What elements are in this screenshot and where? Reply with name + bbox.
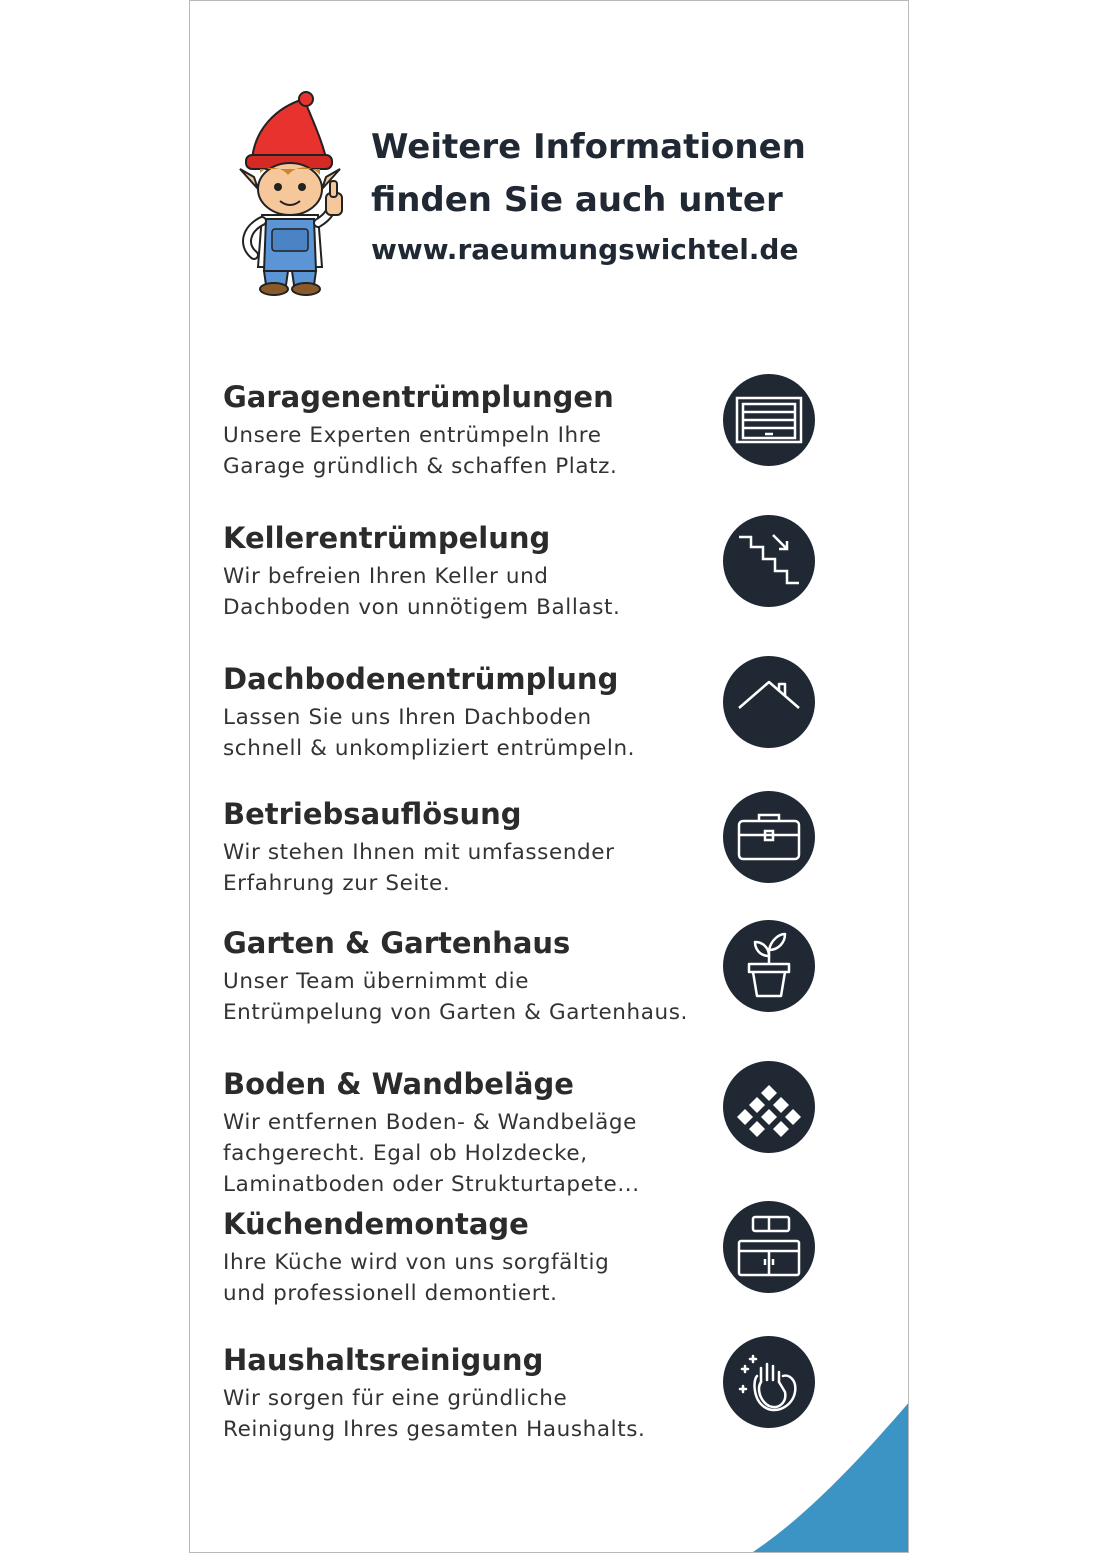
service-description-line: Wir befreien Ihren Keller und <box>223 564 549 589</box>
service-description-line: Wir stehen Ihnen mit umfassender <box>223 840 615 865</box>
service-description-line: Laminatboden oder Strukturtapete... <box>223 1172 640 1197</box>
service-title: Garagenentrümplungen <box>223 380 614 414</box>
briefcase-icon <box>723 791 815 883</box>
service-description-line: Erfahrung zur Seite. <box>223 871 451 896</box>
service-title: Garten & Gartenhaus <box>223 926 571 960</box>
header-line-2: finden Sie auch unter <box>371 180 783 220</box>
service-description-line: und professionell demontiert. <box>223 1281 558 1306</box>
service-description-line: Garage gründlich & schaffen Platz. <box>223 454 618 479</box>
flyer-panel <box>189 0 909 1553</box>
service-title: Boden & Wandbeläge <box>223 1067 574 1101</box>
service-title: Küchendemontage <box>223 1207 529 1241</box>
service-description-line: Wir sorgen für eine gründliche <box>223 1386 568 1411</box>
service-title: Haushaltsreinigung <box>223 1343 544 1377</box>
header-line-1: Weitere Informationen <box>371 127 806 167</box>
service-title: Kellerentrümpelung <box>223 521 551 555</box>
floor-tiles-icon <box>723 1061 815 1153</box>
service-description-line: Wir entfernen Boden- & Wandbeläge <box>223 1110 637 1135</box>
service-description-line: Reinigung Ihres gesamten Haushalts. <box>223 1417 646 1442</box>
kitchen-cabinet-icon <box>723 1201 815 1293</box>
service-description-line: schnell & unkompliziert entrümpeln. <box>223 736 636 761</box>
service-description-line: Ihre Küche wird von uns sorgfältig <box>223 1250 610 1275</box>
service-title: Dachbodenentrümplung <box>223 662 619 696</box>
roof-icon <box>723 656 815 748</box>
info-header <box>371 121 891 273</box>
service-description-line: Dachboden von unnötigem Ballast. <box>223 595 621 620</box>
service-description-line: Unsere Experten entrümpeln Ihre <box>223 423 602 448</box>
stairs-down-icon <box>723 515 815 607</box>
website-link[interactable]: www.raeumungswichtel.de <box>371 233 799 266</box>
potted-plant-icon <box>723 920 815 1012</box>
cleaning-hand-icon <box>723 1336 815 1428</box>
service-description-line: Entrümpelung von Garten & Gartenhaus. <box>223 1000 688 1025</box>
service-description-line: fachgerecht. Egal ob Holzdecke, <box>223 1141 588 1166</box>
service-title: Betriebsauflösung <box>223 797 522 831</box>
garage-door-icon <box>723 374 815 466</box>
service-description-line: Unser Team übernimmt die <box>223 969 530 994</box>
gnome-thumbs-up-icon <box>232 89 352 299</box>
service-description-line: Lassen Sie uns Ihren Dachboden <box>223 705 592 730</box>
